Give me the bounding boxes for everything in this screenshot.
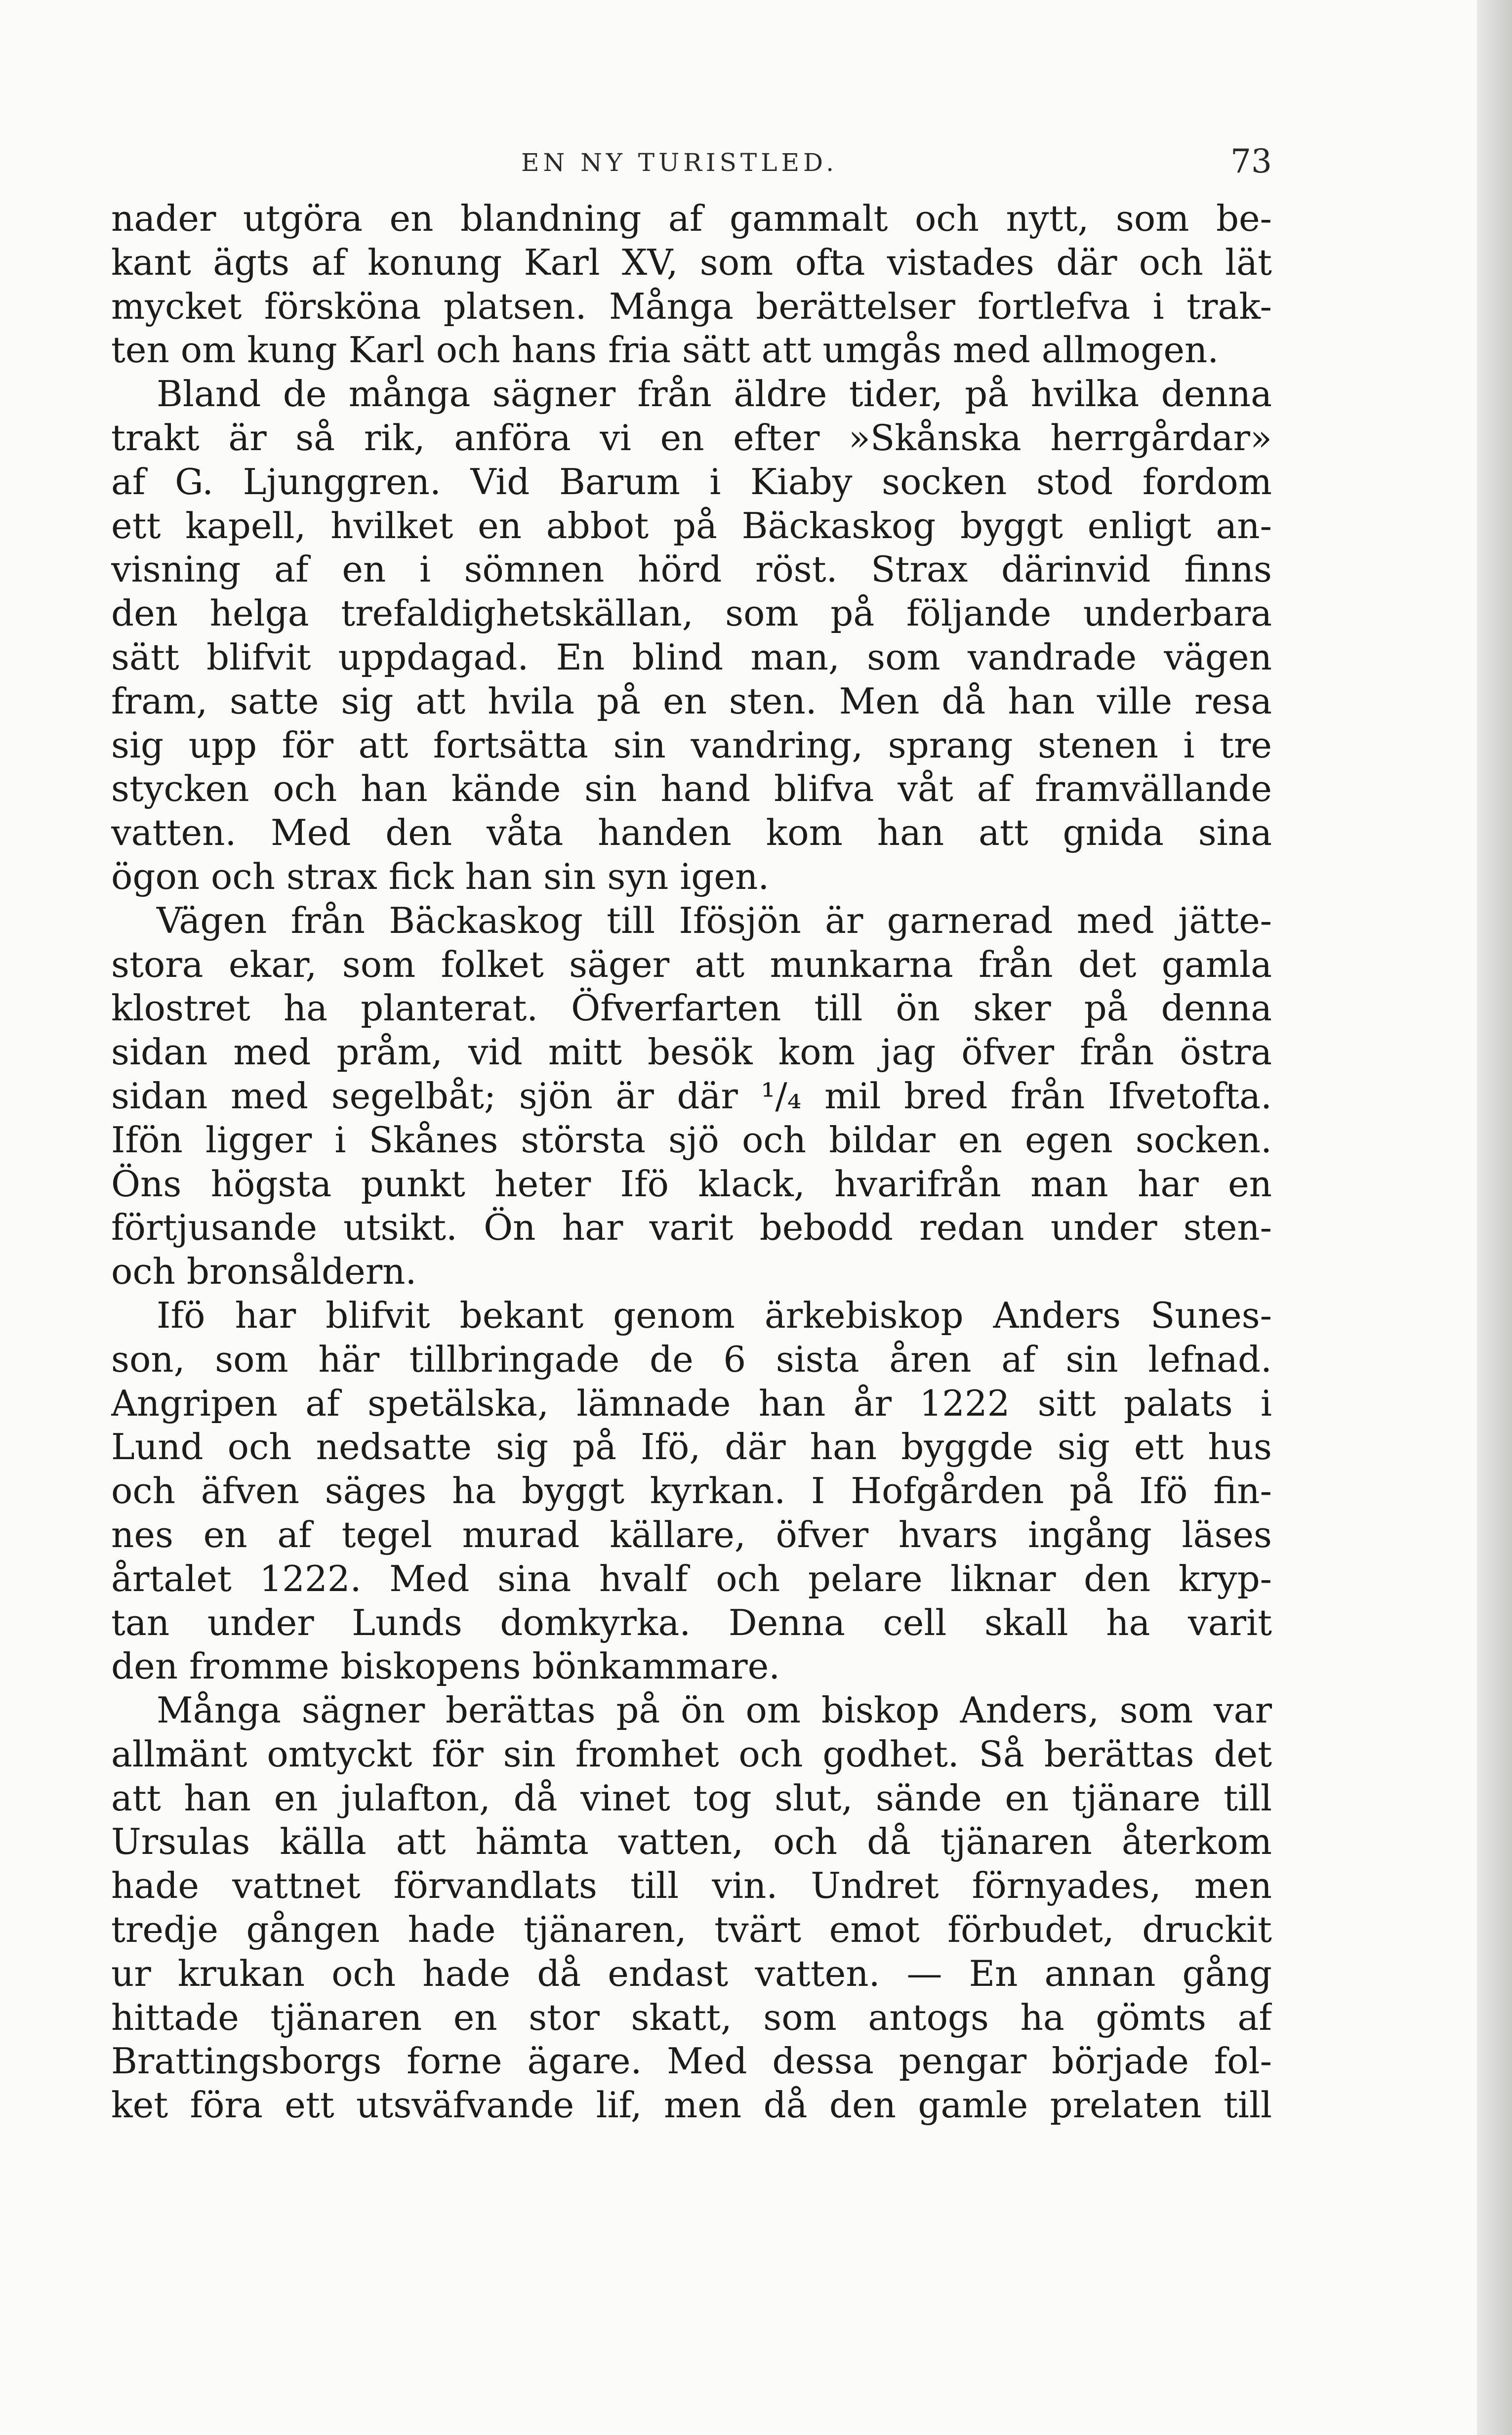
text-line: allmänt omtyckt för sin fromhet och godhet. Så berättas det [111, 1733, 1272, 1775]
body-text [111, 197, 1272, 2127]
text-line: tan under Lunds domkyrka. Denna cell skall ha varit [111, 1601, 1272, 1643]
text-line: den helga trefaldighetskällan, som på följande underbara [111, 592, 1272, 634]
text-line: den fromme biskopens bönkammare. [111, 1645, 780, 1687]
text-line: sidan med segelbåt; sjön är där ¹/₄ mil bred från Ifvetofta. [111, 1075, 1272, 1117]
text-line: hittade tjänaren en stor skatt, som antogs ha gömts af [111, 1996, 1272, 2038]
text-line: son, som här tillbringade de 6 sista åren af sin lefnad. [111, 1338, 1272, 1380]
text-line: ten om kung Karl och hans fria sätt att umgås med allmogen. [111, 329, 1219, 371]
text-line: mycket försköna platsen. Många berättelser fortlefva i trak- [111, 285, 1272, 327]
text-line: sätt blifvit uppdagad. En blind man, som vandrade vägen [111, 636, 1272, 678]
text-line: af G. Ljunggren. Vid Barum i Kiaby socken stod fordom [111, 461, 1272, 503]
text-line: sig upp för att fortsätta sin vandring, sprang stenen i tre [111, 724, 1272, 766]
text-line: kant ägts af konung Karl XV, som ofta vistades där och lät [111, 241, 1272, 283]
page-header [111, 138, 1272, 188]
text-line: stora ekar, som folket säger att munkarna från det gamla [111, 943, 1272, 985]
text-line: stycken och han kände sin hand blifva våt af framvällande [111, 768, 1272, 810]
text-line: visning af en i sömnen hörd röst. Strax därinvid finns [111, 548, 1272, 590]
text-line: Angripen af spetälska, lämnade han år 1222 sitt palats i [111, 1382, 1272, 1424]
text-line: ket föra ett utsväfvande lif, men då den gamle prelaten till [111, 2084, 1272, 2126]
text-line: ur krukan och hade då endast vatten. — En annan gång [111, 1952, 1272, 1994]
text-line: Ifö har blifvit bekant genom ärkebiskop Anders Sunes- [157, 1294, 1272, 1336]
text-line: Ursulas källa att hämta vatten, och då tjänaren återkom [111, 1821, 1272, 1863]
text-line: Bland de många sägner från äldre tider, på hvilka denna [157, 373, 1272, 415]
text-line: och äfven säges ha byggt kyrkan. I Hofgården på Ifö fin- [111, 1470, 1272, 1512]
page-edge-shadow [1477, 0, 1512, 2435]
text-line: vatten. Med den våta handen kom han att gnida sina [111, 812, 1272, 854]
text-line: Brattingsborgs forne ägare. Med dessa pengar började fol- [111, 2040, 1272, 2082]
text-line: nader utgöra en blandning af gammalt och nytt, som be- [111, 198, 1272, 239]
text-line: trakt är så rik, anföra vi en efter »Skånska herrgårdar» [111, 417, 1272, 459]
text-line: tredje gången hade tjänaren, tvärt emot förbudet, druckit [111, 1909, 1272, 1951]
text-line: ögon och strax fick han sin syn igen. [111, 855, 770, 897]
text-line: och bronsåldern. [111, 1251, 417, 1293]
text-line: Öns högsta punkt heter Ifö klack, hvarifrån man har en [111, 1163, 1272, 1205]
page-number: 73 [1230, 142, 1272, 180]
text-line: årtalet 1222. Med sina hvalf och pelare liknar den kryp- [111, 1557, 1272, 1599]
text-line: sidan med pråm, vid mitt besök kom jag öfver från östra [111, 1031, 1272, 1073]
text-line: nes en af tegel murad källare, öfver hvars ingång läses [111, 1513, 1272, 1555]
text-line: Många sägner berättas på ön om biskop Anders, som var [157, 1689, 1272, 1731]
text-line: ett kapell, hvilket en abbot på Bäckaskog byggt enligt an- [111, 504, 1272, 546]
text-line: klostret ha planterat. Öfverfarten till ön sker på denna [111, 987, 1272, 1029]
running-title: EN NY TURISTLED. [521, 148, 838, 177]
text-line: hade vattnet förvandlats till vin. Undret förnyades, men [111, 1865, 1272, 1907]
text-line: fram, satte sig att hvila på en sten. Men då han ville resa [111, 680, 1272, 722]
text-line: Vägen från Bäckaskog till Ifösjön är garnerad med jätte- [157, 899, 1272, 941]
text-line: Lund och nedsatte sig på Ifö, där han byggde sig ett hus [111, 1426, 1272, 1468]
text-line: Ifön ligger i Skånes största sjö och bildar en egen socken. [111, 1119, 1272, 1161]
text-line: förtjusande utsikt. Ön har varit bebodd redan under sten- [111, 1207, 1272, 1249]
text-line: att han en julafton, då vinet tog slut, sände en tjänare till [111, 1777, 1272, 1819]
